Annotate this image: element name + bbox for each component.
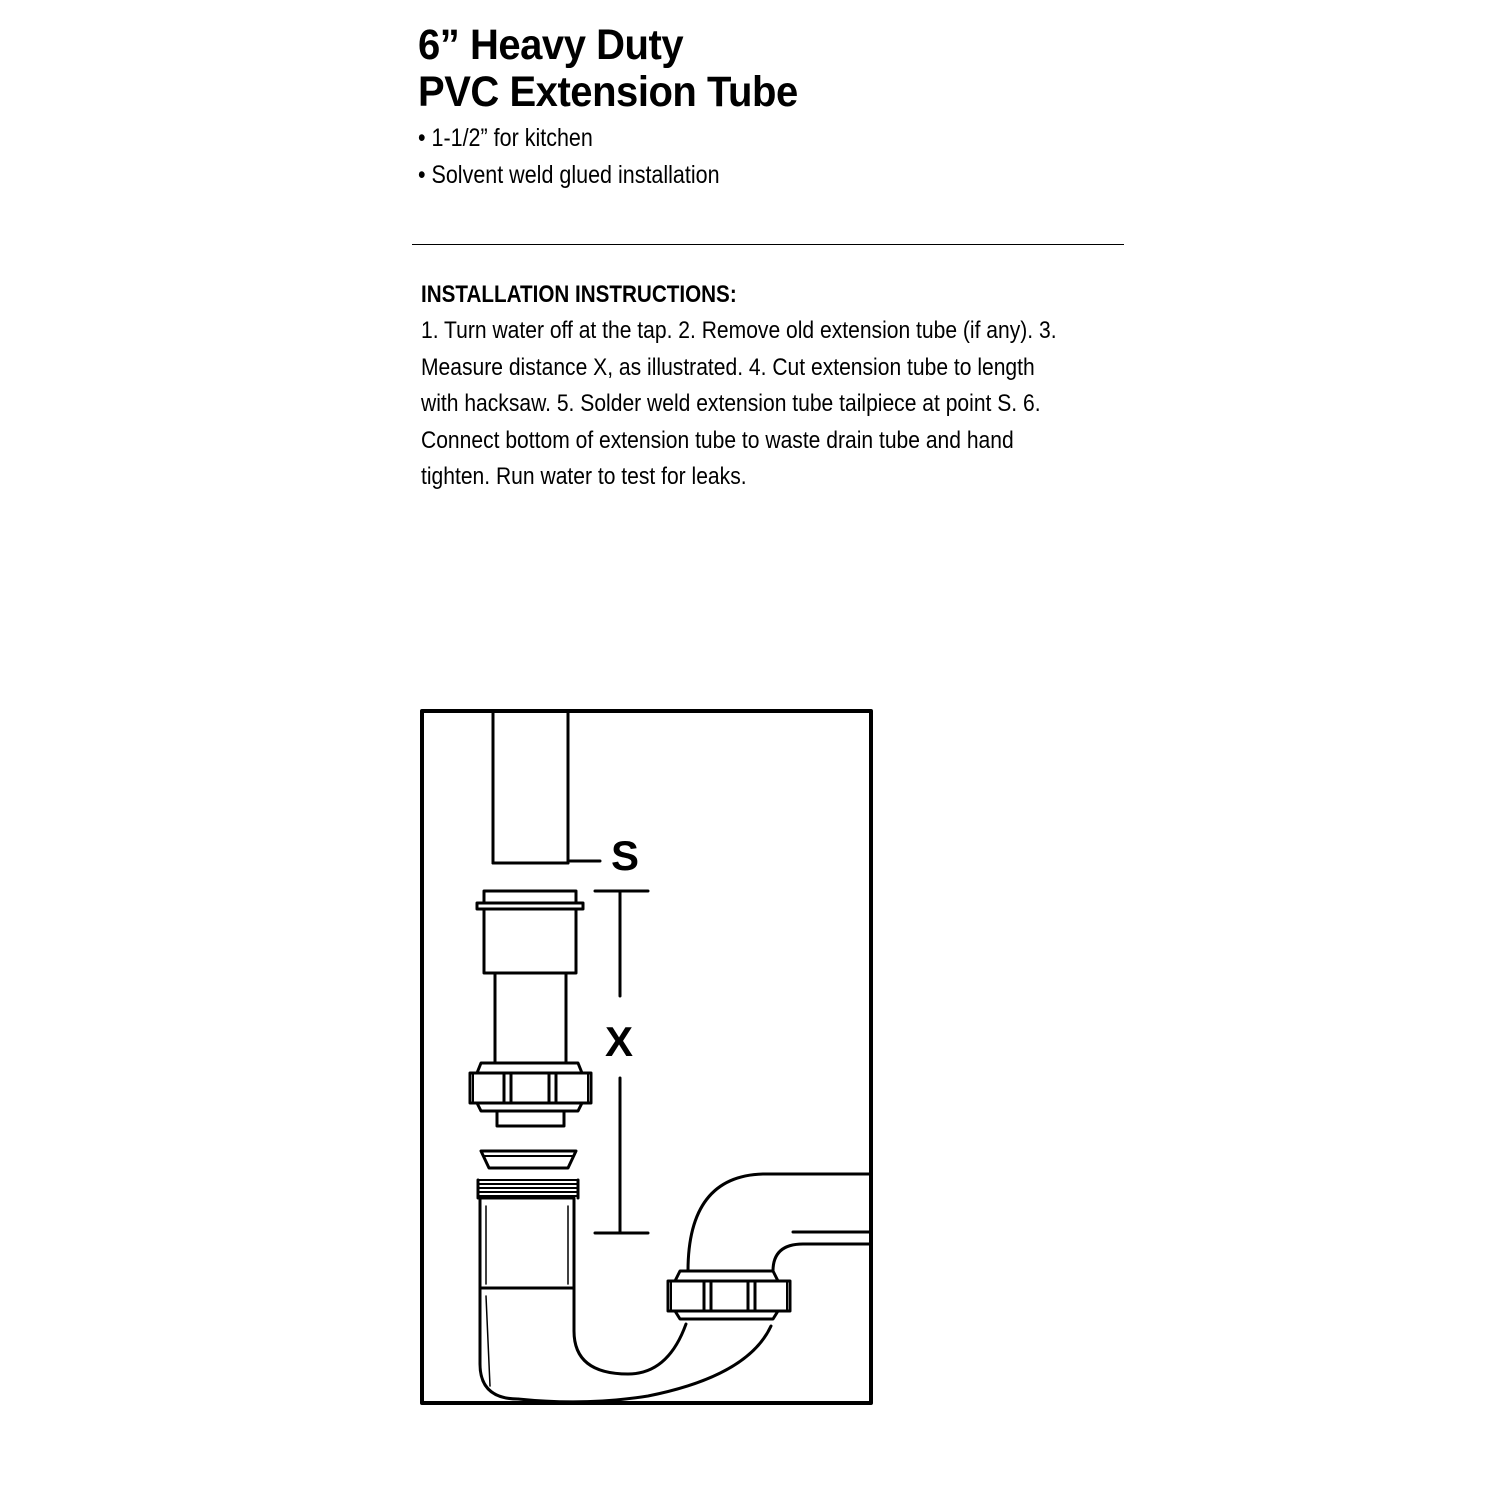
extension-tube <box>477 891 583 1063</box>
title-line-2: PVC Extension Tube <box>418 68 798 116</box>
label-s: S <box>611 832 640 879</box>
instructions-text: 1. Turn water off at the tap. 2. Remove old extension tube (if any). 3. Measure distance X, as illustrated. 4. Cut extension tube to length with hacksaw. 5. Solder weld extension tube tailpiece at point S. 6. Connect bottom of extension tube to waste drain tube and hand tighten. Run water to test for leaks. <box>421 317 1057 490</box>
trap-arm <box>688 1174 869 1271</box>
slip-nut-upper <box>470 1063 591 1126</box>
j-bend <box>480 1198 771 1402</box>
installation-diagram <box>418 706 878 1410</box>
slip-washer <box>481 1151 576 1168</box>
installation-diagram-svg <box>418 706 878 1410</box>
product-title <box>418 22 798 116</box>
title-line-1: 6” Heavy Duty <box>418 21 684 69</box>
feature-item-size: • 1-1/2” for kitchen <box>418 124 593 152</box>
diagram-frame <box>422 711 871 1403</box>
instructions-heading: INSTALLATION INSTRUCTIONS: <box>421 281 737 308</box>
slip-nut-lower <box>668 1271 790 1319</box>
feature-list <box>418 120 720 194</box>
label-x: X <box>605 1018 634 1065</box>
j-bend-threads <box>478 1180 578 1198</box>
section-divider <box>412 244 1124 245</box>
sink-tailpiece <box>493 711 568 863</box>
feature-item-installation: • Solvent weld glued installation <box>418 161 720 189</box>
